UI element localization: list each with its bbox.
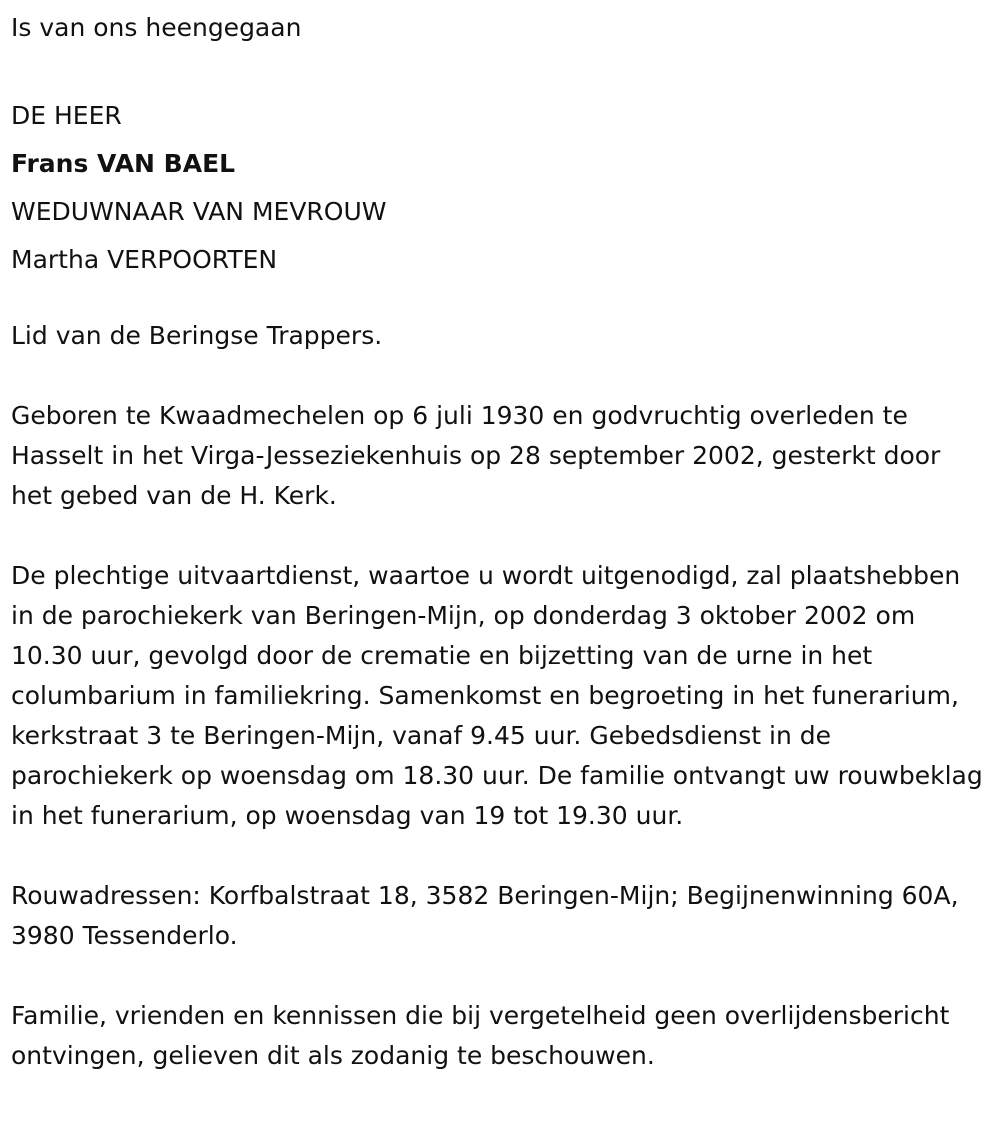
spacer xyxy=(11,516,986,556)
obituary-notice xyxy=(11,4,986,1076)
addresses-paragraph: Rouwadressen: Korfbalstraat 18, 3582 Beringen-Mijn; Begijnenwinning 60A, 3980 Tessenderlo. xyxy=(11,881,959,950)
deceased-name: Frans VAN BAEL xyxy=(11,149,236,178)
closing-paragraph: Familie, vrienden en kennissen die bij vergetelheid geen overlijdensbericht ontvingen, gelieven dit als zodanig te beschouwen. xyxy=(11,1001,950,1070)
spouse-name: Martha VERPOORTEN xyxy=(11,245,278,274)
birth-death-paragraph: Geboren te Kwaadmechelen op 6 juli 1930 en godvruchtig overleden te Hasselt in het Virga-Jesseziekenhuis op 28 september 2002, gesterkt door het gebed van de H. Kerk. xyxy=(11,401,941,510)
service-paragraph: De plechtige uitvaartdienst, waartoe u wordt uitgenodigd, zal plaatshebben in de parochiekerk van Beringen-Mijn, op donderdag 3 oktober 2002 om 10.30 uur, gevolgd door de crematie en bijzetting van de urne in het columbarium in familiekring. Samenkomst en begroeting in het funerarium, kerkstraat 3 te Beringen-Mijn, vanaf 9.45 uur. Gebedsdienst in de parochiekerk op woensdag om 18.30 uur. De familie ontvangt uw rouwbeklag in het funerarium, op woensdag van 19 tot 19.30 uur. xyxy=(11,561,983,830)
spacer xyxy=(11,356,986,396)
spacer xyxy=(11,836,986,876)
spacer xyxy=(11,52,986,92)
salutation: DE HEER xyxy=(11,101,122,130)
intro-line: Is van ons heengegaan xyxy=(11,13,302,42)
spacer xyxy=(11,284,986,316)
spacer xyxy=(11,956,986,996)
membership-paragraph: Lid van de Beringse Trappers. xyxy=(11,321,383,350)
status-line: WEDUWNAAR VAN MEVROUW xyxy=(11,197,387,226)
